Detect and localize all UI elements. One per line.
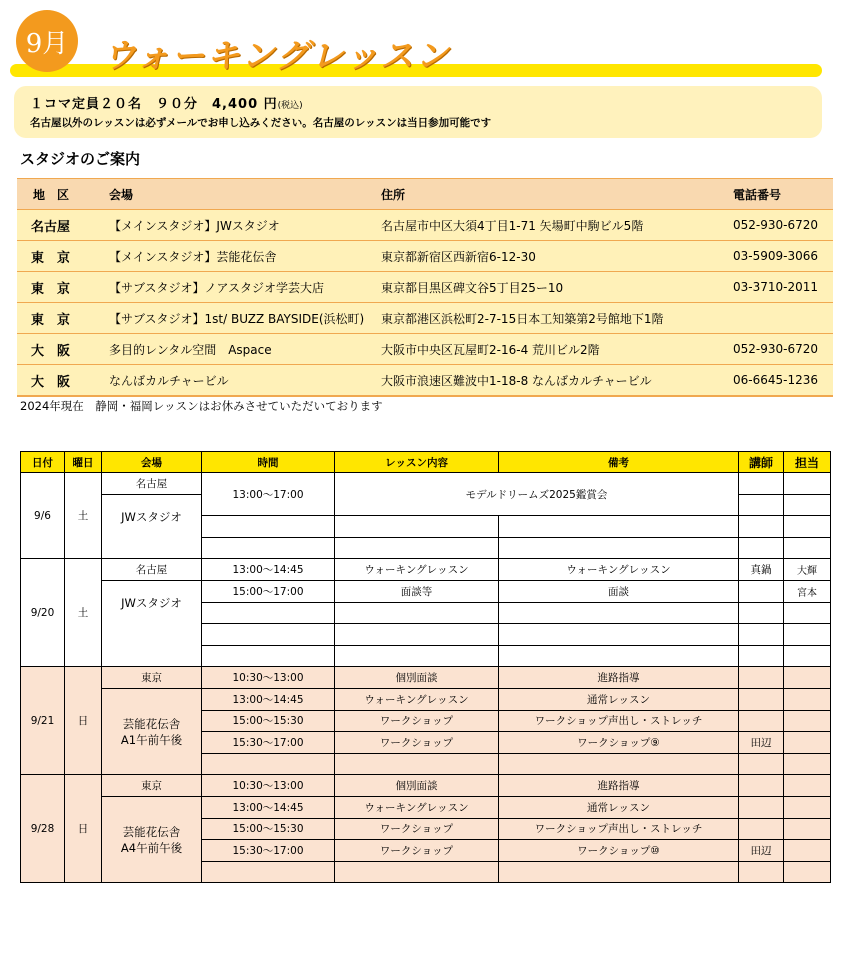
- studio-area: 大 阪: [17, 365, 101, 397]
- schedule-note: ワークショップ声出し・ストレッチ: [499, 818, 739, 840]
- schedule-teacher: [739, 818, 784, 840]
- studio-venue: 【メインスタジオ】芸能花伝舎: [101, 241, 373, 272]
- studio-phone: 06-6645-1236: [723, 365, 833, 397]
- schedule-venue-top: 名古屋: [102, 559, 202, 581]
- schedule-time: 15:30～17:00: [202, 840, 335, 862]
- schedule-time: [202, 537, 335, 559]
- schedule-staff: [784, 861, 831, 883]
- application-note: 名古屋以外のレッスンは必ずメールでお申し込みください。名古屋のレッスンは当日参加可能です: [30, 117, 492, 129]
- month-label: 9月: [25, 28, 69, 59]
- schedule-note: ワークショップ⑩: [499, 840, 739, 862]
- page-title: ウォーキングレッスン: [103, 36, 451, 75]
- schedule-note: ウォーキングレッスン: [499, 559, 739, 581]
- schedule-note: 進路指導: [499, 775, 739, 797]
- schedule-staff: [784, 796, 831, 818]
- column-header-area: 地 区: [17, 179, 101, 210]
- schedule-weekday: 土: [65, 559, 102, 667]
- schedule-note: [499, 753, 739, 775]
- schedule-venue-top: 東京: [102, 775, 202, 797]
- lesson-capacity-price: [30, 93, 303, 112]
- column-header-lesson: レッスン内容: [335, 452, 499, 473]
- schedule-note: 面談: [499, 580, 739, 602]
- schedule-time: 15:00～15:30: [202, 710, 335, 732]
- schedule-lesson: [335, 861, 499, 883]
- studio-section-heading: スタジオのご案内: [20, 150, 141, 168]
- studio-area: 名古屋: [17, 210, 101, 241]
- schedule-note: [499, 516, 739, 538]
- schedule-teacher: [739, 775, 784, 797]
- schedule-weekday: 日: [65, 667, 102, 775]
- schedule-teacher: [739, 688, 784, 710]
- studio-address: 名古屋市中区大須4丁目1-71 矢場町中駒ビル5階: [373, 210, 723, 241]
- schedule-note: ワークショップ声出し・ストレッチ: [499, 710, 739, 732]
- schedule-teacher: [739, 796, 784, 818]
- studio-address: 大阪市中央区瓦屋町2-16-4 荒川ビル2階: [373, 334, 723, 365]
- schedule-time: [202, 516, 335, 538]
- schedule-note: [499, 602, 739, 624]
- month-badge: [16, 10, 78, 72]
- schedule-teacher: [739, 667, 784, 689]
- schedule-time: 15:00～17:00: [202, 580, 335, 602]
- studio-phone: 03-5909-3066: [723, 241, 833, 272]
- schedule-row: [21, 559, 831, 581]
- studio-row: [17, 272, 833, 303]
- schedule-time: 15:30～17:00: [202, 732, 335, 754]
- studio-phone: 03-3710-2011: [723, 272, 833, 303]
- schedule-lesson: [335, 602, 499, 624]
- schedule-row: [21, 580, 831, 602]
- schedule-date: 9/20: [21, 559, 65, 667]
- schedule-staff: [784, 667, 831, 689]
- schedule-note: 通常レッスン: [499, 688, 739, 710]
- schedule-lesson: ウォーキングレッスン: [335, 796, 499, 818]
- column-header-time: 時間: [202, 452, 335, 473]
- studio-address: 東京都港区浜松町2-7-15日本工知築第2号館地下1階: [373, 303, 723, 334]
- schedule-lesson: [335, 516, 499, 538]
- studio-table-header: [17, 179, 833, 210]
- column-header-address: 住所: [373, 179, 723, 210]
- schedule-staff: [784, 624, 831, 646]
- studio-venue: 【メインスタジオ】JWスタジオ: [101, 210, 373, 241]
- capacity-price-text: １コマ定員２０名 ９０分 4,400 円: [30, 97, 278, 112]
- schedule-staff: [784, 537, 831, 559]
- schedule-lesson: 面談等: [335, 580, 499, 602]
- schedule-teacher: [739, 494, 784, 516]
- studio-area: 大 阪: [17, 334, 101, 365]
- schedule-note: 進路指導: [499, 667, 739, 689]
- studio-venue: なんばカルチャービル: [101, 365, 373, 397]
- schedule-staff: [784, 688, 831, 710]
- schedule-staff: [784, 732, 831, 754]
- schedule-event: モデルドリームズ2025鑑賞会: [335, 473, 739, 516]
- schedule-lesson: 個別面談: [335, 667, 499, 689]
- schedule-venue-main: JWスタジオ: [102, 494, 202, 559]
- studio-row: [17, 334, 833, 365]
- schedule-time: 13:00～17:00: [202, 473, 335, 516]
- studio-availability-note: 2024年現在 静岡・福岡レッスンはお休みさせていただいております: [20, 399, 383, 413]
- schedule-staff: [784, 840, 831, 862]
- schedule-teacher: [739, 602, 784, 624]
- schedule-time: 13:00～14:45: [202, 796, 335, 818]
- schedule-lesson: [335, 645, 499, 667]
- schedule-time: [202, 624, 335, 646]
- schedule-staff: [784, 645, 831, 667]
- schedule-lesson: ワークショップ: [335, 710, 499, 732]
- schedule-teacher: 真鍋: [739, 559, 784, 581]
- column-header-venue: 会場: [102, 452, 202, 473]
- schedule-venue-main: 芸能花伝舎 A4午前午後: [102, 796, 202, 882]
- schedule-staff: 大輝: [784, 559, 831, 581]
- studio-venue: 【サブスタジオ】1st/ BUZZ BAYSIDE(浜松町): [101, 303, 373, 334]
- studio-venue: 【サブスタジオ】ノアスタジオ学芸大店: [101, 272, 373, 303]
- schedule-row: [21, 473, 831, 495]
- schedule-lesson: [335, 624, 499, 646]
- schedule-lesson: ウォーキングレッスン: [335, 559, 499, 581]
- studio-row: [17, 303, 833, 334]
- studio-row: [17, 241, 833, 272]
- schedule-teacher: [739, 645, 784, 667]
- schedule-time: 10:30～13:00: [202, 667, 335, 689]
- schedule-note: [499, 624, 739, 646]
- column-header-note: 備考: [499, 452, 739, 473]
- schedule-teacher: [739, 753, 784, 775]
- studio-address: 東京都目黒区碑文谷5丁目25ー10: [373, 272, 723, 303]
- schedule-lesson: 個別面談: [335, 775, 499, 797]
- schedule-teacher: [739, 473, 784, 495]
- schedule-time: 10:30～13:00: [202, 775, 335, 797]
- schedule-venue-top: 東京: [102, 667, 202, 689]
- studio-phone: 052-930-6720: [723, 210, 833, 241]
- column-header-venue: 会場: [101, 179, 373, 210]
- schedule-staff: [784, 494, 831, 516]
- studio-row: [17, 210, 833, 241]
- studio-area: 東 京: [17, 272, 101, 303]
- schedule-note: [499, 645, 739, 667]
- schedule-lesson: ワークショップ: [335, 732, 499, 754]
- studio-area: 東 京: [17, 241, 101, 272]
- column-header-phone: 電話番号: [723, 179, 833, 210]
- schedule-note: 通常レッスン: [499, 796, 739, 818]
- schedule-date: 9/6: [21, 473, 65, 559]
- studio-phone: [723, 303, 833, 334]
- schedule-teacher: [739, 624, 784, 646]
- schedule-venue-main: 芸能花伝舎 A1午前午後: [102, 688, 202, 774]
- studio-address: 東京都新宿区西新宿6-12-30: [373, 241, 723, 272]
- schedule-time: 13:00～14:45: [202, 688, 335, 710]
- schedule-time: [202, 645, 335, 667]
- schedule-note: [499, 537, 739, 559]
- schedule-teacher: 田辺: [739, 840, 784, 862]
- column-header-weekday: 曜日: [65, 452, 102, 473]
- schedule-lesson: ワークショップ: [335, 818, 499, 840]
- schedule-lesson: [335, 537, 499, 559]
- tax-label: (税込): [277, 101, 303, 111]
- schedule-date: 9/21: [21, 667, 65, 775]
- schedule-teacher: [739, 861, 784, 883]
- schedule-note: ワークショップ⑨: [499, 732, 739, 754]
- schedule-time: [202, 861, 335, 883]
- schedule-time: 15:00～15:30: [202, 818, 335, 840]
- schedule-venue-top: 名古屋: [102, 473, 202, 495]
- schedule-time: [202, 753, 335, 775]
- schedule-staff: [784, 775, 831, 797]
- schedule-staff: [784, 710, 831, 732]
- studio-address: 大阪市浪速区難波中1-18-8 なんばカルチャービル: [373, 365, 723, 397]
- schedule-table: [20, 451, 831, 883]
- column-header-date: 日付: [21, 452, 65, 473]
- schedule-teacher: [739, 710, 784, 732]
- schedule-staff: 宮本: [784, 580, 831, 602]
- schedule-staff: [784, 753, 831, 775]
- schedule-staff: [784, 818, 831, 840]
- schedule-teacher: [739, 537, 784, 559]
- studio-phone: 052-930-6720: [723, 334, 833, 365]
- schedule-row: [21, 688, 831, 710]
- schedule-lesson: ウォーキングレッスン: [335, 688, 499, 710]
- schedule-row: [21, 667, 831, 689]
- schedule-staff: [784, 602, 831, 624]
- schedule-header: [21, 452, 831, 473]
- schedule-note: [499, 861, 739, 883]
- schedule-row: [21, 775, 831, 797]
- studio-area: 東 京: [17, 303, 101, 334]
- schedule-time: 13:00～14:45: [202, 559, 335, 581]
- schedule-venue-main: JWスタジオ: [102, 580, 202, 666]
- schedule-teacher: 田辺: [739, 732, 784, 754]
- column-header-staff: 担当: [784, 452, 831, 473]
- studio-table: [17, 178, 833, 397]
- schedule-lesson: ワークショップ: [335, 840, 499, 862]
- schedule-lesson: [335, 753, 499, 775]
- schedule-time: [202, 602, 335, 624]
- schedule-weekday: 日: [65, 775, 102, 883]
- column-header-teacher: 講師: [739, 452, 784, 473]
- studio-venue: 多目的レンタル空間 Aspace: [101, 334, 373, 365]
- schedule-teacher: [739, 516, 784, 538]
- schedule-staff: [784, 516, 831, 538]
- schedule-staff: [784, 473, 831, 495]
- schedule-teacher: [739, 580, 784, 602]
- schedule-weekday: 土: [65, 473, 102, 559]
- schedule-row: [21, 796, 831, 818]
- studio-row: [17, 365, 833, 397]
- schedule-date: 9/28: [21, 775, 65, 883]
